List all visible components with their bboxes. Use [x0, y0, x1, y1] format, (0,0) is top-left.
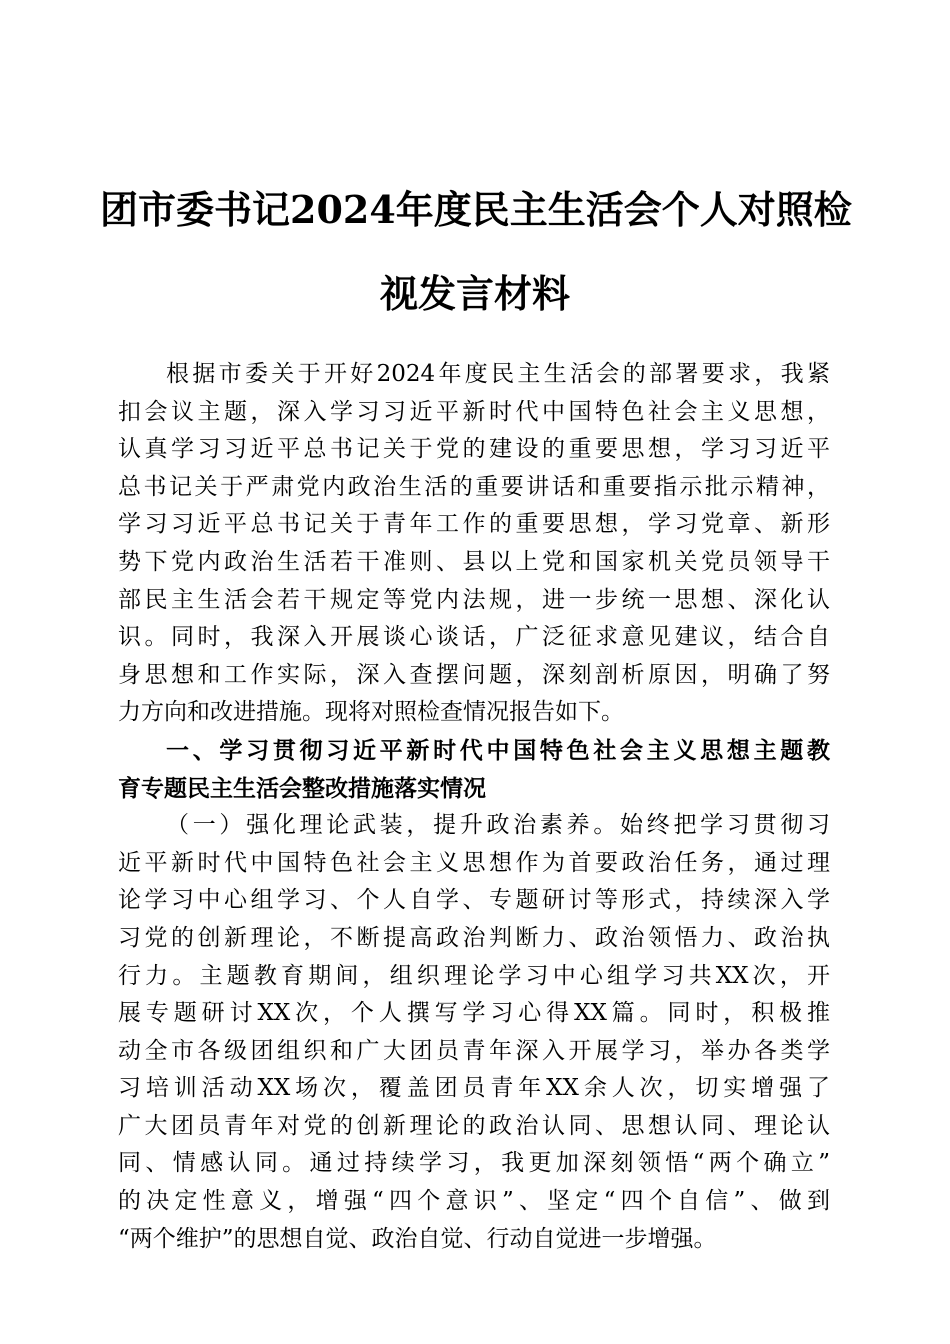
paragraph-line: 认真学习习近平总书记关于党的建设的重要思想，学习习近平 — [118, 436, 830, 463]
paragraph-line: 广大团员青年对党的创新理论的政治认同、思想认同、理论认 — [118, 1112, 830, 1139]
paragraph-line: 的决定性意义，增强“四个意识”、坚定“四个自信”、做到 — [118, 1188, 830, 1215]
section-1-paragraph-1 — [118, 807, 830, 1258]
document-title — [100, 168, 850, 336]
paragraph-line: 根据市委关于开好2024年度民主生活会的部署要求，我紧 — [166, 361, 830, 387]
heading-line: 一、学习贯彻习近平新时代中国特色社会主义思想主题教 — [166, 736, 830, 764]
heading-line: 育专题民主生活会整改措施落实情况 — [118, 774, 486, 802]
paragraph-line: 身思想和工作实际，深入查摆问题，深刻剖析原因，明确了努 — [118, 661, 830, 688]
section-1-heading — [118, 732, 830, 807]
paragraph-line: 近平新时代中国特色社会主义思想作为首要政治任务，通过理 — [118, 849, 830, 876]
paragraph-line: 势下党内政治生活若干准则、县以上党和国家机关党员领导干 — [118, 548, 830, 575]
document-body — [118, 356, 830, 1258]
paragraph-line: 部民主生活会若干规定等党内法规，进一步统一思想、深化认 — [118, 586, 830, 613]
title-line-1: 团市委书记2024年度民主生活会个人对照检 — [100, 187, 852, 232]
title-line-2: 视发言材料 — [379, 271, 570, 316]
paragraph-line: 力方向和改进措施。现将对照检查情况报告如下。 — [118, 699, 624, 726]
paragraph-line: 动全市各级团组织和广大团员青年深入开展学习，举办各类学 — [118, 1037, 830, 1064]
paragraph-line: 习培训活动XX场次，覆盖团员青年XX余人次，切实增强了 — [118, 1075, 830, 1102]
paragraph-line: 识。同时，我深入开展谈心谈话，广泛征求意见建议，结合自 — [118, 624, 830, 651]
paragraph-line: 扣会议主题，深入学习习近平新时代中国特色社会主义思想， — [118, 398, 830, 425]
paragraph-line: 论学习中心组学习、个人自学、专题研讨等形式，持续深入学 — [118, 887, 830, 914]
paragraph-line: 展专题研讨XX次，个人撰写学习心得XX篇。同时，积极推 — [118, 1000, 830, 1027]
paragraph-line: （一）强化理论武装，提升政治素养。始终把学习贯彻习 — [166, 812, 830, 839]
paragraph-line: 同、情感认同。通过持续学习，我更加深刻领悟“两个确立” — [118, 1150, 830, 1177]
paragraph-line: “两个维护”的思想自觉、政治自觉、行动自觉进一步增强。 — [118, 1225, 717, 1252]
paragraph-line: 总书记关于严肃党内政治生活的重要讲话和重要指示批示精神， — [118, 473, 830, 500]
paragraph-line: 习党的创新理论，不断提高政治判断力、政治领悟力、政治执 — [118, 924, 830, 951]
paragraph-line: 学习习近平总书记关于青年工作的重要思想，学习党章、新形 — [118, 511, 830, 538]
intro-paragraph — [118, 356, 830, 732]
paragraph-line: 行力。主题教育期间，组织理论学习中心组学习共XX次，开 — [118, 962, 830, 989]
